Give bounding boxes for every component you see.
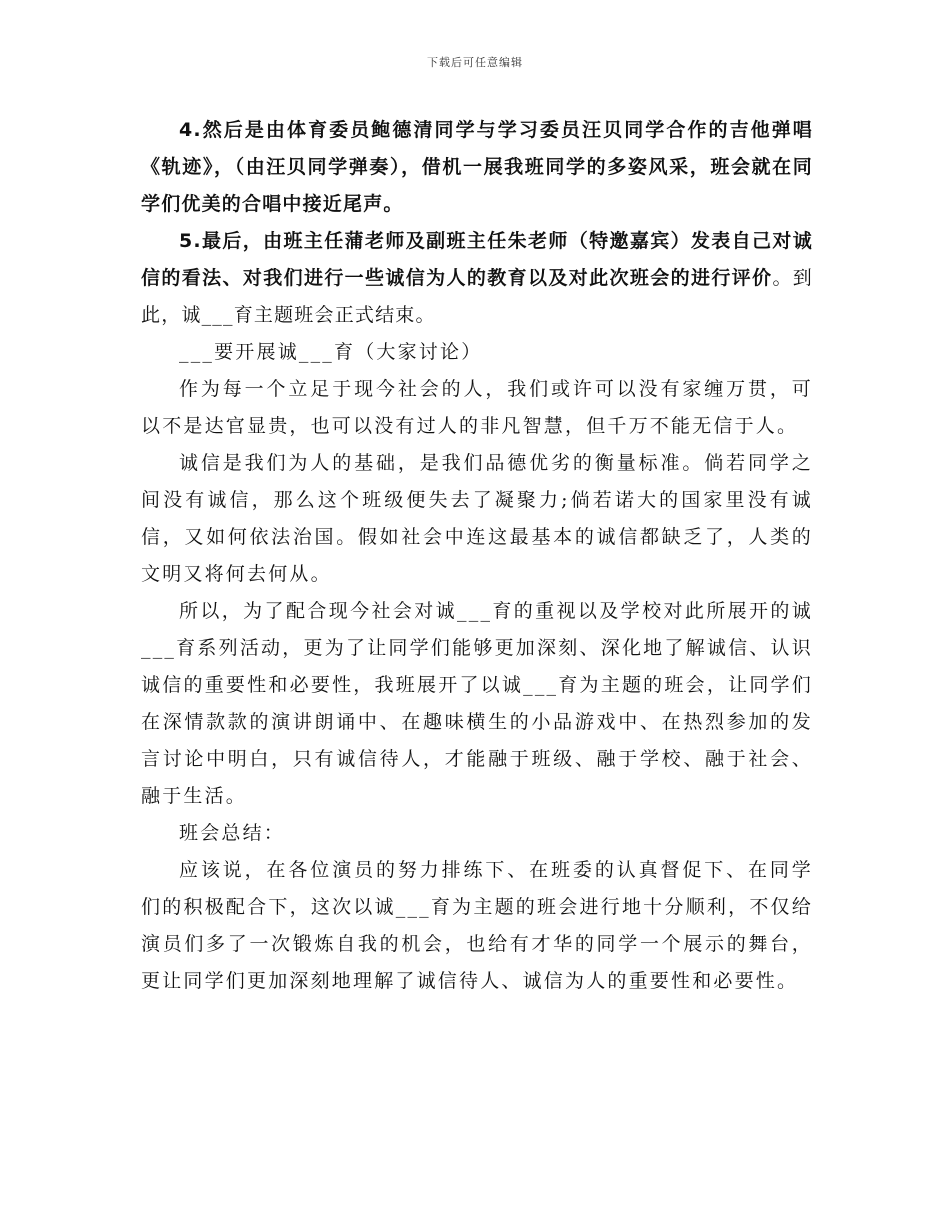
paragraph-text: 作为每一个立足于现今社会的人，我们或许可以没有家缠万贯，可以不是达官显贵，也可以没有过人的非凡智慧，但千万不能无信于人。 <box>141 378 813 437</box>
paragraph-4-guitar-performance <box>141 112 813 223</box>
paragraph-text: 诚信是我们为人的基础，是我们品德优劣的衡量标准。倘若同学之间没有诚信，那么这个班级便失去了凝聚力;倘若诺大的国家里没有诚信，又如何依法治国。假如社会中连这最基本的诚信都缺乏了，人类的文明又将何去何从。 <box>141 452 813 585</box>
paragraph-every-person <box>141 371 813 445</box>
paragraph-bold-text: 4.然后是由体育委员鲍德清同学与学习委员汪贝同学合作的吉他弹唱《轨迹》，（由汪贝同学弹奏），借机一展我班同学的多姿风采，班会就在同学们优美的合唱中接近尾声。 <box>141 119 813 215</box>
paragraph-text: ___要开展诚___育（大家讨论） <box>179 341 483 363</box>
paragraph-integrity-basis <box>141 445 813 593</box>
summary-heading <box>141 815 813 852</box>
paragraph-text: 。到此，诚___育主题班会正式结束。 <box>141 267 814 326</box>
document-body <box>141 112 813 1000</box>
paragraph-summary <box>141 852 813 1000</box>
discussion-heading <box>141 334 813 371</box>
paragraph-bold-text: 5.最后，由班主任蒲老师及副班主任朱老师（特邀嘉宾）发表自己对诚信的看法、对我们进行一些诚信为人的教育以及对此次班会的进行评价 <box>141 230 813 289</box>
paragraph-text: 应该说，在各位演员的努力排练下、在班委的认真督促下、在同学们的积极配合下，这次以诚___育为主题的班会进行地十分顺利，不仅给演员们多了一次锻炼自我的机会，也给有才华的同学一个展示的舞台，更让同学们更加深刻地理解了诚信待人、诚信为人的重要性和必要性。 <box>141 859 813 992</box>
paragraph-5-teacher-remarks <box>141 223 813 334</box>
paragraph-text: 班会总结： <box>179 822 286 844</box>
paragraph-therefore <box>141 593 813 815</box>
page-header: 下载后可任意编辑 <box>427 56 523 69</box>
paragraph-text: 所以，为了配合现今社会对诚___育的重视以及学校对此所展开的诚___育系列活动，更为了让同学们能够更加深刻、深化地了解诚信、认识诚信的重要性和必要性，我班展开了以诚___育为主题的班会，让同学们在深情款款的演讲朗诵中、在趣味横生的小品游戏中、在热烈参加的发言讨论中明白，只有诚信待人，才能融于班级、融于学校、融于社会、融于生活。 <box>141 600 813 807</box>
